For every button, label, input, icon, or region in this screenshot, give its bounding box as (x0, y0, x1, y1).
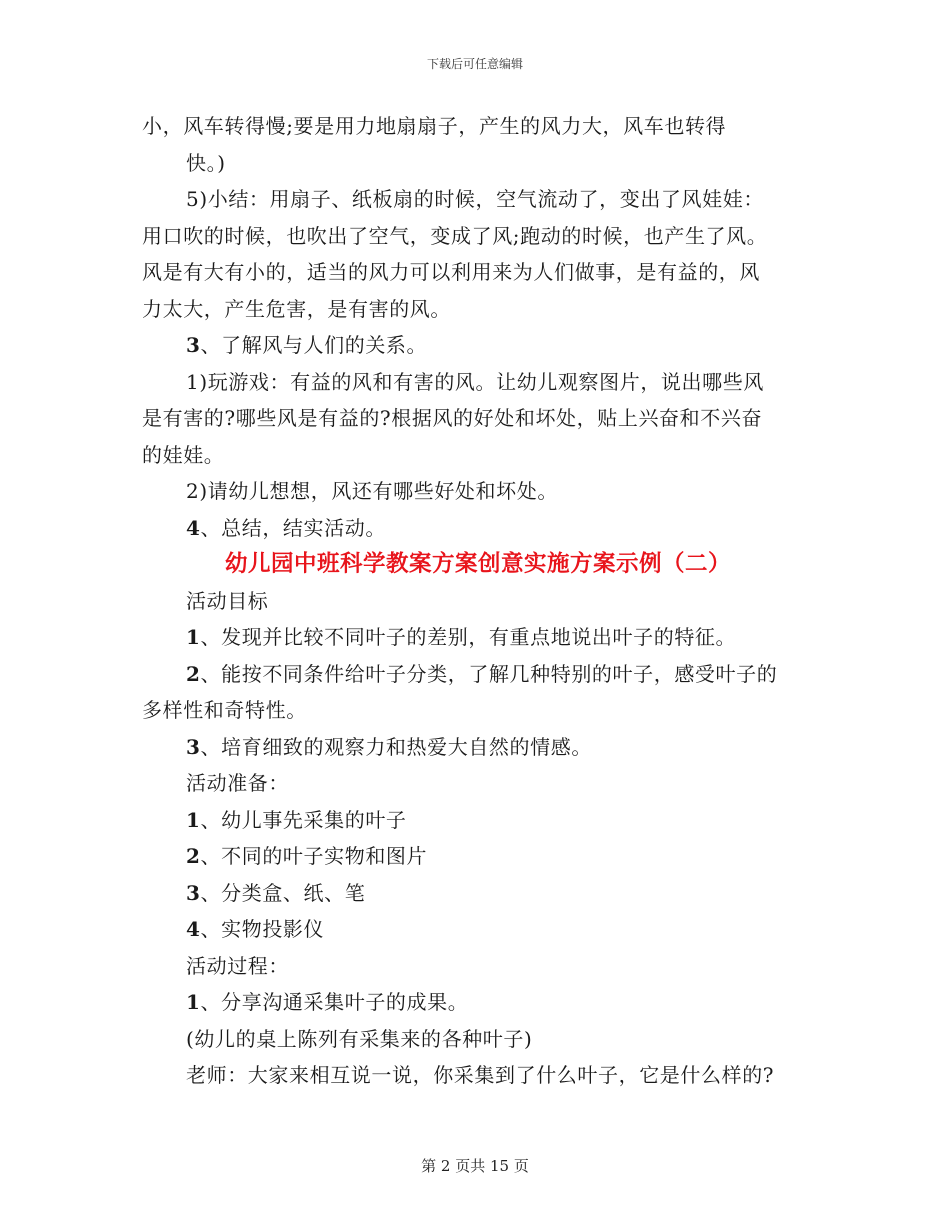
body-line: 活动过程： (186, 953, 289, 978)
body-line: 活动准备： (186, 771, 289, 795)
body-line: 多样性和奇特性。 (142, 698, 307, 722)
body-line: 1、发现并比较不同叶子的差别，有重点地说出叶子的特征。 (186, 625, 737, 649)
section-heading: 幼儿园中班科学教案方案创意实施方案示例（二） (224, 551, 731, 577)
page-footer: 第 2 页共 15 页 (421, 1157, 529, 1175)
body-line: 小，风车转得慢;要是用力地扇扇子，产生的风力大，风车也转得 (142, 114, 727, 138)
body-line: 3、分类盒、纸、笔 (186, 880, 366, 905)
body-line: 2)请幼儿想想，风还有哪些好处和坏处。 (186, 479, 558, 503)
body-line: 老师：大家来相互说一说，你采集到了什么叶子，它是什么样的? (186, 1063, 775, 1087)
body-line: 1、分享沟通采集叶子的成果。 (186, 990, 469, 1014)
body-line: 3、培育细致的观察力和热爱大自然的情感。 (186, 734, 592, 759)
body-line: 风是有大有小的，适当的风力可以利用来为人们做事，是有益的，风 (142, 260, 760, 284)
body-line: 1、幼儿事先采集的叶子 (186, 807, 407, 832)
body-line: 2、能按不同条件给叶子分类，了解几种特别的叶子，感受叶子的 (186, 661, 778, 686)
body-line: 的娃娃。 (142, 442, 225, 467)
body-line: 4、实物投影仪 (186, 917, 325, 941)
page-header: 下载后可任意编辑 (426, 57, 523, 71)
body-line: 用口吹的时候，也吹出了空气，变成了风;跑动的时候，也产生了风。 (142, 223, 768, 248)
document-body (142, 108, 814, 1094)
body-line: 1)玩游戏：有益的风和有害的风。让幼儿观察图片，说出哪些风 (186, 369, 764, 394)
body-line: 快。) (186, 150, 226, 175)
body-line: 5)小结：用扇子、纸板扇的时候，空气流动了，变出了风娃娃： (186, 187, 764, 211)
body-line: (幼儿的桌上陈列有采集来的各种叶子) (186, 1026, 533, 1051)
body-line: 是有害的?哪些风是有益的?根据风的好处和坏处，贴上兴奋和不兴奋 (142, 406, 763, 430)
body-line: 力太大，产生危害，是有害的风。 (142, 296, 451, 321)
body-line: 活动目标 (186, 588, 269, 613)
body-line: 3、了解风与人们的关系。 (186, 333, 428, 357)
body-line: 2、不同的叶子实物和图片 (186, 844, 428, 868)
body-line: 4、总结，结实活动。 (186, 515, 386, 540)
